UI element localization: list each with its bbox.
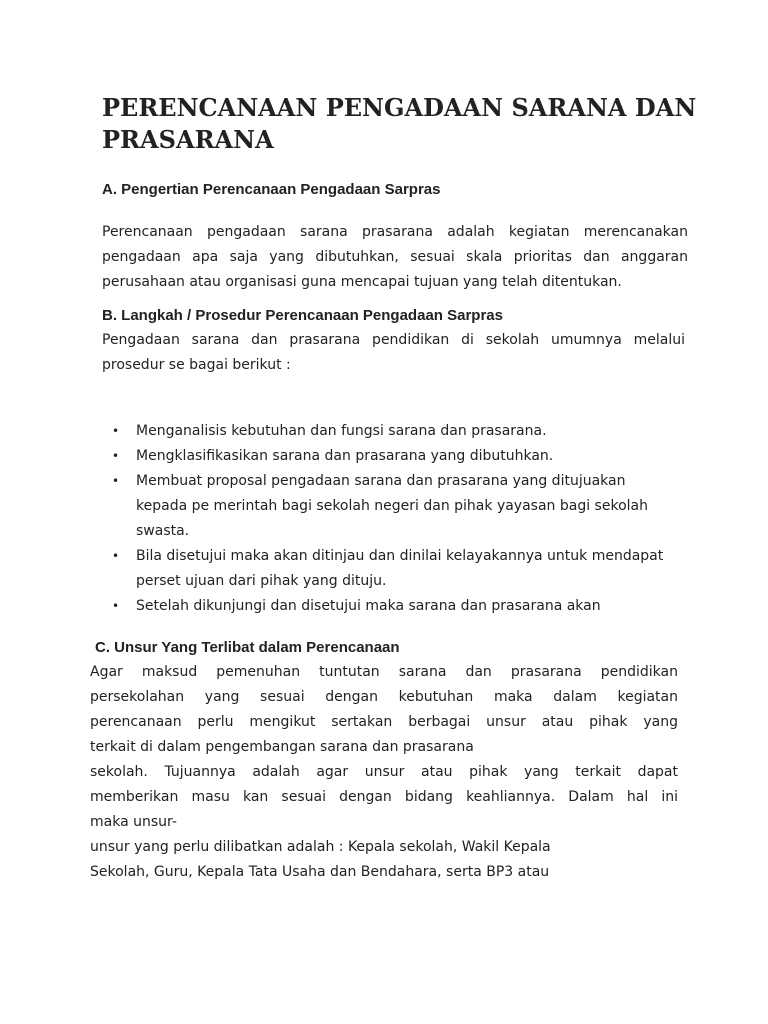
paragraph-line: Agar maksud pemenuhan tuntutan sarana dan prasarana pendidikan [90, 664, 678, 680]
list-item-text: Membuat proposal pengadaan sarana dan prasarana yang ditujuakan kepada pe merintah bagi sekolah negeri dan pihak yayasan bagi sekolah swasta. [136, 473, 648, 539]
document-title: PERENCANAAN PENGADAAN SARANA DAN PRASARANA [102, 93, 697, 154]
bullet-icon: • [112, 549, 120, 563]
bullet-icon: • [112, 449, 120, 463]
bullet-icon: • [112, 424, 120, 438]
paragraph-line: Sekolah, Guru, Kepala Tata Usaha dan Bendahara, serta BP3 atau [90, 864, 550, 880]
section-b-paragraph: Pengadaan sarana dan prasarana pendidikan di sekolah umumnya melalui prosedur se bagai berikut : [102, 332, 685, 373]
list-item [112, 594, 672, 619]
paragraph-line: terkait di dalam pengembangan sarana dan prasarana [90, 739, 474, 755]
list-item-text: Bila disetujui maka akan ditinjau dan dinilai kelayakannya untuk mendapat perset ujuan dari pihak yang dituju. [136, 548, 664, 589]
paragraph-line: persekolahan yang sesuai dengan kebutuhan maka dalam kegiatan [90, 689, 678, 705]
paragraph-line: perencanaan perlu mengikut sertakan berbagai unsur atau pihak yang [90, 714, 678, 730]
bullet-icon: • [112, 474, 120, 488]
section-b-heading: B. Langkah / Prosedur Perencanaan Pengadaan Sarpras [102, 307, 503, 324]
list-item-text: Menganalisis kebutuhan dan fungsi sarana dan prasarana. [136, 423, 547, 439]
section-a-heading: A. Pengertian Perencanaan Pengadaan Sarpras [102, 181, 441, 198]
bullet-icon: • [112, 599, 120, 613]
paragraph-line: memberikan masu kan sesuai dengan bidang keahliannya. Dalam hal ini [90, 789, 678, 805]
list-item [112, 444, 672, 469]
procedure-steps-list [112, 419, 672, 619]
section-c-heading: C. Unsur Yang Terlibat dalam Perencanaan [95, 639, 400, 656]
paragraph-line: sekolah. Tujuannya adalah agar unsur atau pihak yang terkait dapat [90, 764, 678, 780]
list-item [112, 544, 672, 594]
list-item-text: Setelah dikunjungi dan disetujui maka sarana dan prasarana akan [136, 598, 601, 614]
list-item [112, 419, 672, 444]
list-item-text: Mengklasifikasikan sarana dan prasarana yang dibutuhkan. [136, 448, 554, 464]
section-a-paragraph: Perencanaan pengadaan sarana prasarana adalah kegiatan merencanakan pengadaan apa saja yang dibutuhkan, sesuai skala prioritas dan anggaran perusahaan atau organisasi guna mencapai tujuan yang telah ditentukan. [102, 224, 688, 290]
paragraph-line: maka unsur- [90, 814, 177, 830]
list-item [112, 469, 672, 544]
paragraph-line: unsur yang perlu dilibatkan adalah : Kepala sekolah, Wakil Kepala [90, 839, 551, 855]
section-c-paragraph [90, 660, 678, 885]
